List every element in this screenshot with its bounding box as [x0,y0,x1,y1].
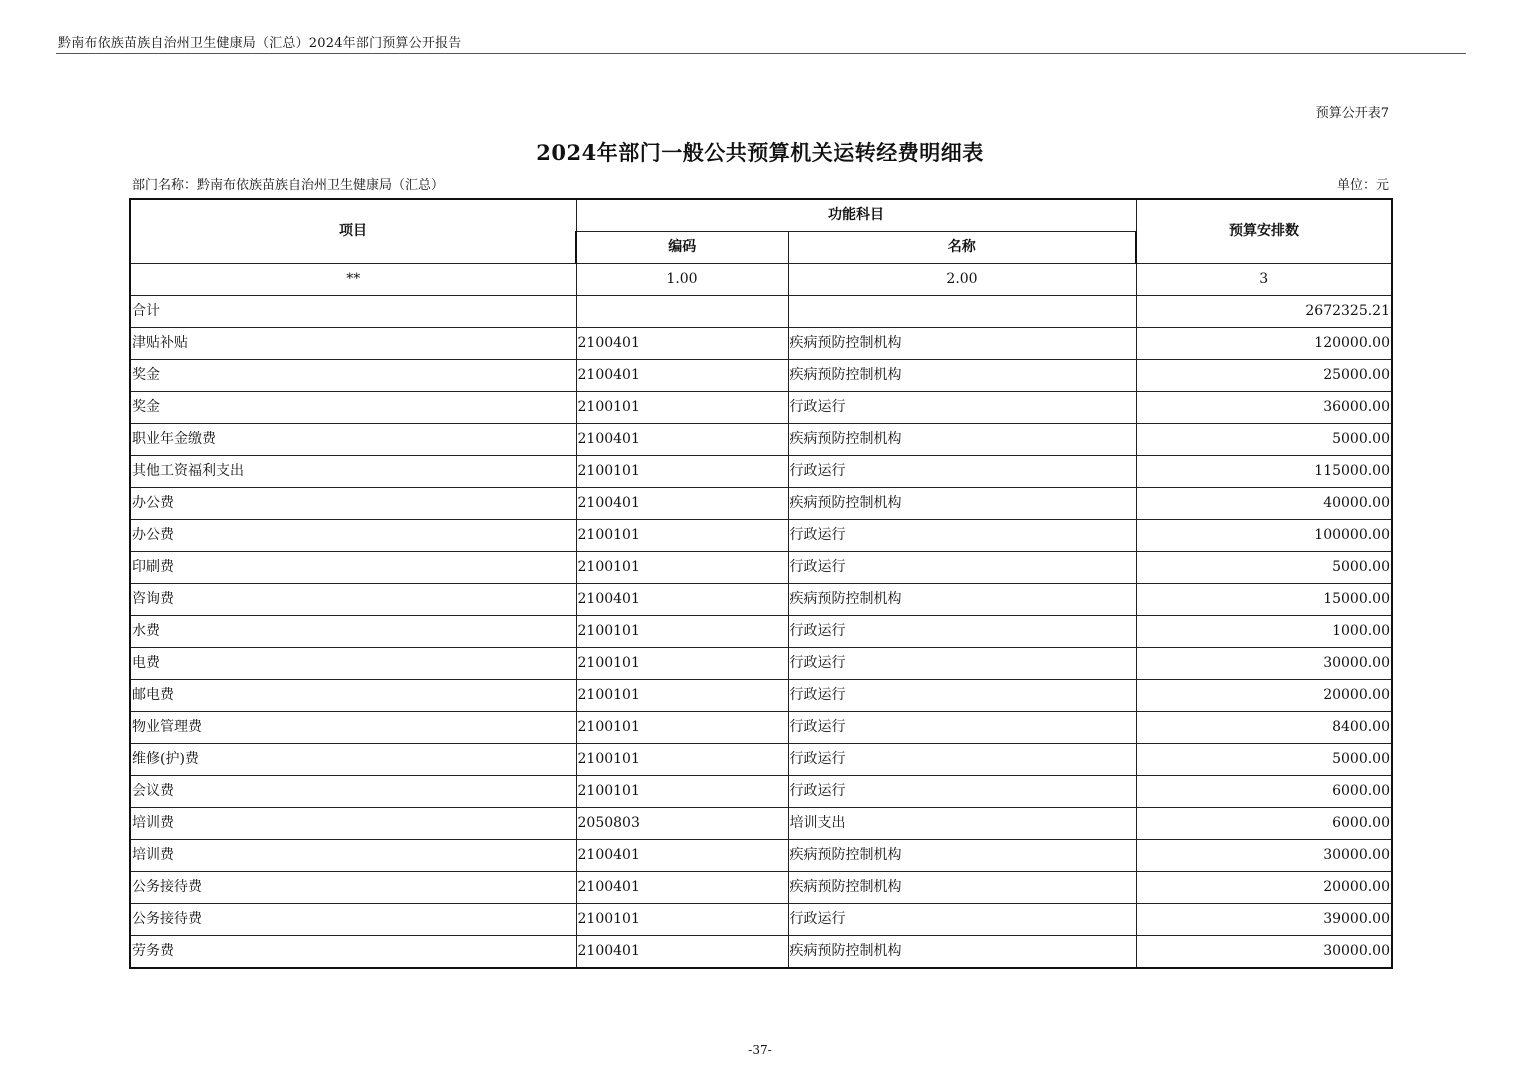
code-cell: 2100101 [576,392,788,424]
item-cell: 办公费 [130,520,576,552]
item-cell: 奖金 [130,392,576,424]
table-header [130,199,1392,264]
name-cell: 行政运行 [788,616,1136,648]
code-cell: 2100101 [576,648,788,680]
item-cell: 培训费 [130,840,576,872]
unit-label: 单位：元 [1336,178,1389,193]
table-row [130,776,1392,808]
table-row [130,744,1392,776]
amount-cell: 5000.00 [1136,424,1392,456]
index-row [130,264,1392,296]
name-cell: 行政运行 [788,552,1136,584]
code-cell: 2100401 [576,840,788,872]
code-cell: 2100401 [576,936,788,969]
name-cell: 疾病预防控制机构 [788,872,1136,904]
page-number: -37- [748,1043,772,1057]
header-item: 项目 [130,199,576,264]
code-cell: 2100101 [576,744,788,776]
item-cell: 邮电费 [130,680,576,712]
name-cell: 行政运行 [788,712,1136,744]
amount-cell: 100000.00 [1136,520,1392,552]
name-cell: 疾病预防控制机构 [788,584,1136,616]
item-cell: 津贴补贴 [130,328,576,360]
table-body [130,264,1392,969]
table-row [130,808,1392,840]
header-rule [56,53,1466,54]
index-cell: 2.00 [788,264,1136,296]
code-cell: 2100101 [576,520,788,552]
amount-cell: 15000.00 [1136,584,1392,616]
name-cell: 行政运行 [788,392,1136,424]
total-name [788,296,1136,328]
item-cell: 职业年金缴费 [130,424,576,456]
name-cell: 行政运行 [788,456,1136,488]
index-cell: ** [130,264,576,296]
name-cell: 疾病预防控制机构 [788,840,1136,872]
name-cell: 行政运行 [788,904,1136,936]
item-cell: 咨询费 [130,584,576,616]
amount-cell: 1000.00 [1136,616,1392,648]
amount-cell: 115000.00 [1136,456,1392,488]
code-cell: 2100401 [576,328,788,360]
table-row [130,872,1392,904]
name-cell: 行政运行 [788,648,1136,680]
name-cell: 疾病预防控制机构 [788,488,1136,520]
item-cell: 其他工资福利支出 [130,456,576,488]
index-cell: 1.00 [576,264,788,296]
code-cell: 2100401 [576,424,788,456]
table-row [130,424,1392,456]
table-number: 预算公开表7 [1315,106,1389,121]
table-row [130,584,1392,616]
item-cell: 物业管理费 [130,712,576,744]
table-row [130,392,1392,424]
header-code: 编码 [576,232,788,264]
item-cell: 印刷费 [130,552,576,584]
name-cell: 疾病预防控制机构 [788,424,1136,456]
table-row [130,520,1392,552]
code-cell: 2100401 [576,872,788,904]
amount-cell: 5000.00 [1136,744,1392,776]
table-row [130,488,1392,520]
table-row [130,712,1392,744]
amount-cell: 20000.00 [1136,872,1392,904]
item-cell: 培训费 [130,808,576,840]
name-cell: 疾病预防控制机构 [788,936,1136,969]
item-cell: 水费 [130,616,576,648]
table-row [130,936,1392,969]
amount-cell: 30000.00 [1136,840,1392,872]
item-cell: 公务接待费 [130,904,576,936]
total-amount: 2672325.21 [1136,296,1392,328]
table-row [130,360,1392,392]
header-budget: 预算安排数 [1136,199,1392,264]
item-cell: 维修(护)费 [130,744,576,776]
code-cell: 2100101 [576,904,788,936]
table-row [130,648,1392,680]
amount-cell: 6000.00 [1136,808,1392,840]
amount-cell: 30000.00 [1136,648,1392,680]
table-row [130,616,1392,648]
code-cell: 2100401 [576,584,788,616]
amount-cell: 120000.00 [1136,328,1392,360]
item-cell: 公务接待费 [130,872,576,904]
name-cell: 行政运行 [788,520,1136,552]
index-cell: 3 [1136,264,1392,296]
item-cell: 办公费 [130,488,576,520]
amount-cell: 20000.00 [1136,680,1392,712]
running-header: 黔南布依族苗族自治州卫生健康局（汇总）2024年部门预算公开报告 [58,36,462,51]
amount-cell: 39000.00 [1136,904,1392,936]
item-cell: 会议费 [130,776,576,808]
table-row [130,456,1392,488]
table-row [130,680,1392,712]
code-cell: 2100101 [576,456,788,488]
total-label: 合计 [130,296,576,328]
amount-cell: 5000.00 [1136,552,1392,584]
table-row [130,840,1392,872]
name-cell: 行政运行 [788,744,1136,776]
table-row [130,328,1392,360]
code-cell: 2100101 [576,552,788,584]
code-cell: 2100401 [576,488,788,520]
name-cell: 疾病预防控制机构 [788,328,1136,360]
amount-cell: 40000.00 [1136,488,1392,520]
amount-cell: 8400.00 [1136,712,1392,744]
name-cell: 行政运行 [788,776,1136,808]
code-cell: 2100101 [576,680,788,712]
document-title: 2024年部门一般公共预算机关运转经费明细表 [536,140,984,165]
table-row [130,904,1392,936]
amount-cell: 6000.00 [1136,776,1392,808]
budget-table [129,198,1393,969]
code-cell: 2100101 [576,712,788,744]
table-row [130,552,1392,584]
name-cell: 行政运行 [788,680,1136,712]
name-cell: 疾病预防控制机构 [788,360,1136,392]
code-cell: 2100101 [576,776,788,808]
total-code [576,296,788,328]
name-cell: 培训支出 [788,808,1136,840]
amount-cell: 36000.00 [1136,392,1392,424]
department-name: 部门名称：黔南布依族苗族自治州卫生健康局（汇总） [132,178,445,193]
item-cell: 奖金 [130,360,576,392]
item-cell: 劳务费 [130,936,576,969]
amount-cell: 30000.00 [1136,936,1392,969]
amount-cell: 25000.00 [1136,360,1392,392]
header-name: 名称 [788,232,1136,264]
code-cell: 2100401 [576,360,788,392]
item-cell: 电费 [130,648,576,680]
code-cell: 2100101 [576,616,788,648]
total-row [130,296,1392,328]
header-functional-subject: 功能科目 [576,199,1136,232]
code-cell: 2050803 [576,808,788,840]
